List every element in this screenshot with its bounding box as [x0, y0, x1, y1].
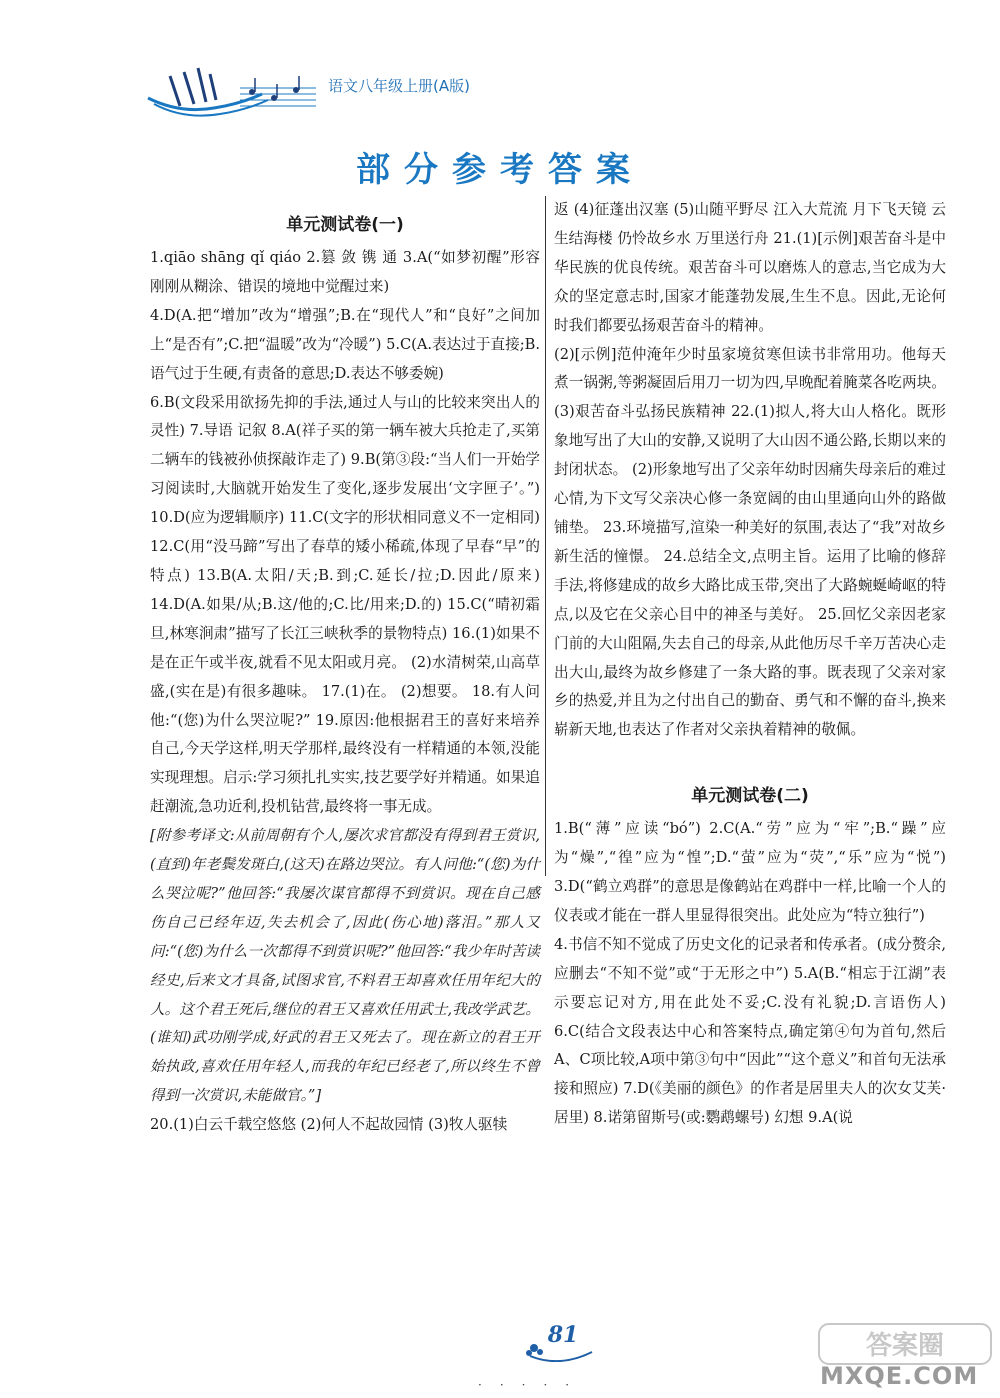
- answer-paragraph: (2)[示例]范仲淹年少时虽家境贫寒但读书非常用功。他每天煮一锅粥,等粥凝固后用刀一切为四,早晚配着腌菜各吃两块。 (3)艰苦奋斗弘扬民族精神 22.(1)拟人,将大山人格化。既形象地写出了大山的安静,又说明了大山因不通公路,长期以来的封闭状态。 (2)形象地写出了父亲年幼时因痛失母亲后的难过心情,为下文写父亲决心修一条宽阔的由山里通向山外的路做铺垫。 23.环境描写,渲染一种美好的氛围,表达了“我”对故乡新生活的憧憬。 24.总结全文,点明主旨。运用了比喻的修辞手法,将修建成的故乡大路比成玉带,突出了大路蜿蜒崎岖的特点,以及它在父亲心目中的神圣与美好。 25.回忆父亲因老家门前的大山阻隔,失去自己的母亲,从此他历尽千辛万苦决心走出大山,最终为故乡修建了一条大路的事。既表现了父亲对家乡的热爱,并且为之付出自己的勤奋、勇气和不懈的奋斗,换来崭新天地,也表达了作者对父亲执着精神的敬佩。: [554, 345, 946, 739]
- footer-dots: ·····: [478, 1378, 588, 1392]
- right-column: [554, 196, 946, 1133]
- book-title: 语文八年级上册(A版): [328, 77, 470, 95]
- watermark-text: 答案圈: [865, 1331, 945, 1361]
- answer-paragraph: 1.qiāo shāng qǐ qiáo 2.篡 敛 镌 通 3.A(“如梦初醒”形容刚刚从糊涂、错误的境地中觉醒过来): [150, 249, 540, 295]
- column-divider: [545, 196, 546, 876]
- answer-paragraph: 20.(1)白云千载空悠悠 (2)何人不起故园情 (3)牧人驱犊: [150, 1116, 508, 1134]
- section-heading-unit-test-1: 单元测试卷(一): [286, 215, 404, 235]
- answer-paragraph: 4.D(A.把“增加”改为“增强”;B.在“现代人”和“良好”之间加上“是否有”;C.把“温暖”改为“冷暖”) 5.C(A.表达过于直接;B.语气过于生硬,有责备的意思;D.表达不够委婉): [150, 306, 540, 382]
- answer-paragraph: 4.书信不知不觉成了历史文化的记录者和传承者。(成分赘余,应删去“不知不觉”或“于无形之中”) 5.A(B.“相忘于江湖”表示要忘记对方,用在此处不妥;C.没有礼貌;D.言语伤人) 6.C(结合文段表达中心和答案特点,确定第④句为首句,然后A、C项比较,A项中第③句中“因此”“这个意义”和首句无法承接和照应) 7.D(《美丽的颜色》的作者是居里夫人的次女艾芙·居里) 8.诺第留斯号(或:鹦鹉螺号) 幻想 9.A(说: [554, 935, 946, 1127]
- page-number: 81: [547, 1322, 579, 1348]
- left-column: [150, 215, 540, 1140]
- page-title: 部分参考答案: [356, 150, 644, 190]
- answer-paragraph: 1.B(“薄”应读“bó”) 2.C(A.“劳”应为“牢”;B.“躁”应为“燥”,“徨”应为“惶”;D.“萤”应为“荧”,“乐”应为“悦”) 3.D(“鹤立鸡群”的意思是像鹤站在鸡群中一样,比喻一个人的仪表或才能在一群人里显得很突出。此处应为“特立独行”): [554, 820, 946, 924]
- translation-note: [附参考译文:从前周朝有个人,屡次求官都没有得到君王赏识,(直到)年老鬓发斑白,(这天)在路边哭泣。有人问他:“(您)为什么哭泣呢?”他回答:“我屡次谋官都得不到赏识。现在自己感伤自己已经年迈,失去机会了,因此(伤心地)落泪。”那人又问:“(您)为什么一次都得不到赏识呢?”他回答:“我少年时苦读经史,后来文才具备,试图求官,不料君王却喜欢任用年纪大的人。这个君王死后,继位的君王又喜欢任用武士,我改学武艺。(谁知)武功刚学成,好武的君王又死去了。现在新立的君王开始执政,喜欢任用年轻人,而我的年纪已经老了,所以终生不曾得到一次赏识,未能做官。”]: [150, 827, 540, 1105]
- answer-paragraph: 返 (4)征蓬出汉塞 (5)山随平野尽 江入大荒流 月下飞天镜 云生结海楼 仍怜故乡水 万里送行舟 21.(1)[示例]艰苦奋斗是中华民族的优良传统。艰苦奋斗可以磨炼人的意志,当它成为大众的坚定意志时,国家才能蓬勃发展,生生不息。因此,无论何时我们都要弘扬艰苦奋斗的精神。: [554, 201, 946, 334]
- book-music-logo-icon: [140, 58, 320, 128]
- section-heading-unit-test-2: 单元测试卷(二): [691, 786, 809, 807]
- answer-paragraph: 6.B(文段采用欲扬先抑的手法,通过人与山的比较来突出人的灵性) 7.导语 记叙 8.A(祥子买的第一辆车被大兵抢走了,买第二辆车的钱被孙侦探敲诈走了) 9.B(第③段:“当人们一开始学习阅读时,大脑就开始发生了变化,逐步发展出‘文字匣子’。”) 10.D(应为逻辑顺序) 11.C(文字的形状相同意义不一定相同) 12.C(用“没马蹄”写出了春草的矮小稀疏,体现了早春“早”的特点) 13.B(A.太阳/天;B.到;C.延长/拉;D.因此/原来) 14.D(A.如果/从;B.这/他的;C.比/用来;D.的) 15.C(“晴初霜旦,林寒涧肃”描写了长江三峡秋季的景物特点) 16.(1)如果不是在正午或半夜,就看不见太阳或月亮。 (2)水清树荣,山高草盛,(实在是)有很多趣味。 17.(1)在。 (2)想要。 18.有人问他:“(您)为什么哭泣呢?” 19.原因:他根据君王的喜好来培养自己,今天学这样,明天学那样,最终没有一样精通的本领,没能实现理想。启示:学习须扎扎实实,技艺要学好并精通。如果追赶潮流,急功近利,投机钻营,最终将一事无成。: [150, 393, 540, 816]
- watermark-url: MXQE.COM: [820, 1362, 979, 1390]
